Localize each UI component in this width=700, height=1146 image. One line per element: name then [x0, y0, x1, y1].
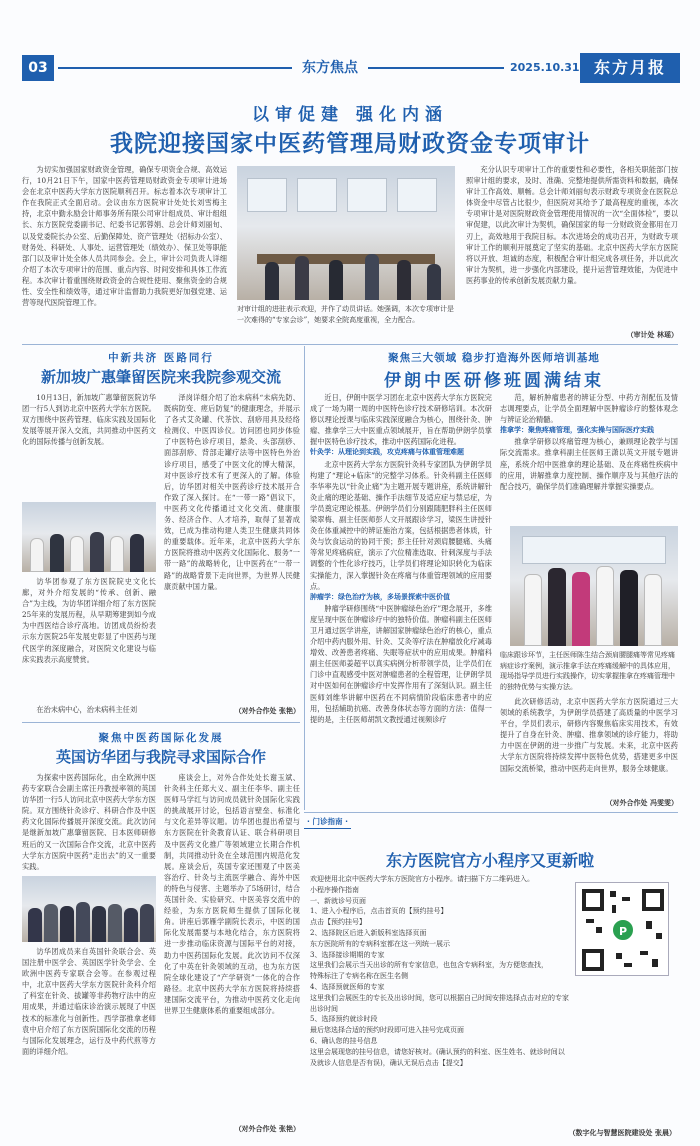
iran-photo-caption-text: 临床跟诊环节，主任医师陈生结合颈肩腰腿痛等常见疼痛病症诊疗案例，演示推拿手法在疼痛缓解中的具体应用，现场指导学员进行实践操作，切实掌握推拿在疼痛管理中的独特优势与实操方法。: [500, 651, 675, 691]
iran-subhead-tuina: 推拿学：聚焦疼痛管理，强化实操与国际医疗实践: [500, 426, 654, 435]
guide-line: 欢迎使用北京中医药大学东方医院官方小程序。请扫描下方二维码进入。: [310, 875, 534, 883]
iran-col1c-text: 肿瘤学研修围绕“中医肿瘤绿色治疗”理念展开，多维度呈现中医在肿瘤诊疗中的独特价值。肿瘤科副主任医师卫月通过医学讲座，讲解国家肿瘤绿色治疗的核心，重点介绍中药内服外用、针灸、艾灸等疗法在肿瘤放化疗减毒增效、改善患者疼痛、失眠等症状中的应用成果。肿瘤科副主任医师姜超平以真实病例分析带领学员，让学员们在门诊中直观感受中医对肿瘤患者的全程管理，让伊朗学员对中医如何在肿瘤诊疗中发挥作用有了深刻认识。副主任医师刘维华讲解中医药在不同病情阶段临床患者中的应用，包括辅助抗癌、改善身体状态等方面的方法：值得一提的是，主任医师胡凯文教授通过视频诊疗: [310, 603, 492, 724]
guide-line: 东方医院所有的专病科室都在这一列统一展示: [310, 939, 450, 948]
lead-credit: （审计处 林瑶）: [626, 331, 678, 339]
photo-person: [76, 902, 90, 942]
uk-photo: [22, 876, 156, 942]
guide-line: 这里会展现您的挂号信息，请您好核对。(确认预约的科室、医生姓名、就诊时间以及就诊人信息是否有误)，确认无误后点击【提交】: [310, 1047, 565, 1067]
photo-window: [297, 178, 337, 212]
photo-wall: [522, 536, 666, 564]
iran-col2-text: 范，解析肿瘤患者的辨证分型、中药方剂配伍及情志调理要点，让学员全面理解中医肿瘤诊疗的整体观念与辨证论治精髓。: [500, 393, 678, 425]
sg-column-1c: [22, 704, 156, 718]
photo-person: [70, 536, 84, 572]
mini-program-credit: （数字化与智慧医院建设处 张晨）: [568, 1129, 676, 1137]
lead-col1-text: 为切实加强国家财政资金管理，确保专项资金合规、高效运行，10月21日下午，国家中医药管理局财政资金专项审计进场会在北京中医药大学东方医院顺利召开。标志着本次专项审计工作在我院正式全面启动。会议由东方医院审计处处长刘雪梅主持，北京中勤永励会计师事务所有限公司审计组成员、审计组组长、东方医院党委副书记、纪委书记郭蓉娟、总会计师刘丽旬、以及党委院长办公室、后勤保障处、资产管理处（招标办公室）、财务处、科研处、人事处、运营管理处（绩效办）、保卫处等职能部门以及审计处全体人员共同参会。会上，审计公司负责人详细介绍了本次专项审计的范围、重点内容、时间安排和具体工作流程。本次审计着重围绕财政资金的合规性使用、聚焦资金的合规性、安全性和绩效等，通过审计监督助力我院更好加强党建、运营等现代医院管理工作。: [22, 165, 227, 308]
photo-person: [572, 572, 590, 646]
mini-program-title: 东方医院官方小程序又更新啦: [385, 851, 594, 870]
sg-column-1b: [22, 576, 156, 700]
photo-person: [524, 574, 542, 646]
uk-credit: （对外合作处 张艳）: [234, 1125, 300, 1133]
photo-window: [347, 178, 387, 212]
iran-col1-text: 近日，伊朗中医学习团在北京中医药大学东方医院完成了一场为期一周的中医特色诊疗技术研修培训。本次研修以理论授课与临床实践深度融合为核心，围绕针灸、肿瘤、推拿学三大中医重点领域展开，旨在帮助伊朗学员掌握中医特色诊疗技术，推动中医药国际化进程。: [310, 393, 492, 447]
section-divider: [22, 722, 300, 723]
section-divider: [22, 344, 678, 345]
qr-module: [586, 919, 594, 923]
iran-col2b-text: 推拿学研修以疼痛管理为核心，兼顾理论教学与国际交流需求。推拿科副主任医师王潇以英文开展专题讲座，系统介绍中医推拿的理论基础、及在疼痛性疾病中的应用，讲解推拿力度控制、操作顺序及与其他疗法的配合技巧，确保学员们准确理解并掌握实操要点。: [500, 437, 678, 491]
page-number: 03: [22, 55, 54, 81]
masthead: [22, 55, 680, 81]
qr-module: [624, 963, 632, 967]
qr-module: [616, 953, 622, 959]
guide-line: 6、确认您的挂号信息: [310, 1036, 378, 1045]
qr-finder: [582, 889, 604, 911]
photo-window: [247, 178, 287, 212]
section-name: 东方焦点: [292, 57, 368, 79]
sg-kicker: 中新共济 医路同行: [108, 352, 214, 364]
paper-name: 东方月报: [580, 53, 680, 83]
iran-column-1: [310, 392, 492, 806]
qr-module: [610, 891, 616, 897]
lead-headline: 我院迎接国家中医药管理局财政资金专项审计: [110, 130, 590, 157]
iran-col1b-text: 北京中医药大学东方医院针灸科专家团队为伊朗学员构建了“理论+临床”的完整学习体系。针灸科副主任医师李华率先以“针灸止痛”为主题开展专题讲座，系统讲解针灸止痛的理论基础、操作手法细节及适应症与禁忌症，为学员奠定理论根基。伊朗学员们分别跟随肥胖科主任医师梁翠梅、副主任医师彭人文开展跟诊学习，梁医生讲授针灸在体重减控中的辨证施治方案，包括根据患者体质，针灸与饮食运动的协同干预；彭主任针对颈肩腰腿痛、头痛等常见疼痛病症，演示了穴位精准选取、针刺深度与手法调整的个性化诊疗技巧，让学员们将理论知识转化为临床实操能力，深入掌握针灸在疼痛与体重管理领域的应用要点。: [310, 459, 492, 591]
guide-line: 一、新就诊号页面: [310, 896, 366, 905]
guide-line: 最后您选择合适的预约时段即可进入挂号完成页面: [310, 1026, 464, 1035]
photo-person: [108, 904, 122, 942]
lead-col3-text: 充分认识专项审计工作的重要性和必要性，各相关职能部门按照审计组的要求，及时、准确、完整地提供所需资料和数据，确保审计工作高效、顺畅。总会计师刘丽旬表示财政专项资金在医院总体资金中尽管占比很少，但医院对其给予了最高程度的重视，本次专项审计是对医院财政资金管理使用情况的一次“全面体检”，要以审促建，以此次审计为契机，确保国家的每一分财政资金都用在刀刃上，高效地用于我院目标。本次进场会的成功召开，为财政专项审计工作的顺利开展奠定了坚实的基础。北京中医药大学东方医院将以开放、坦诚的态度，积极配合审计组完成各项任务，并以此次审计为契机，进一步强化内部建设，提升运营管理效能，为促进中医药事业的传承创新发展贡献力量。: [466, 165, 678, 285]
lead-kicker: 以审促建 强化内涵: [252, 105, 448, 125]
iran-column-2c: [500, 696, 678, 796]
iran-subhead-oncology: 肿瘤学：绿色治疗为核，多场景探索中医价值: [310, 592, 450, 601]
uk-kicker: 聚焦中医药国际化发展: [98, 732, 224, 744]
lead-photo-caption: [237, 304, 455, 342]
column-divider: [304, 346, 305, 810]
sg-column-1a: [22, 392, 156, 498]
qr-module: [656, 933, 662, 939]
photo-person: [28, 908, 42, 942]
photo-person: [365, 254, 379, 300]
photo-person: [90, 532, 104, 572]
sg-col1a-text: 10月13日，新加坡广惠肇留医院访华团一行5人到访北京中医药大学东方医院。双方围绕中医药管理、临床实践及国际化发展等展开深入交流，共同推动中医药文化的国际传播与创新发展。: [22, 393, 156, 447]
lead-column-1: [22, 164, 227, 342]
photo-person: [596, 566, 614, 646]
photo-person: [30, 538, 44, 572]
photo-person: [548, 568, 566, 646]
guide-line: 1、进入小程序后，点击首页的【预约挂号】: [310, 907, 448, 916]
photo-person: [60, 906, 74, 942]
clinic-guide-tag: · 门诊指南 ·: [304, 815, 351, 829]
lead-photo-caption-text: 对审计组的进驻表示欢迎，并作了动员讲话。她强调，本次专项审计是一次难得的“专家会诊”，她要求全院高度重视，全力配合。: [237, 305, 454, 324]
qr-module: [622, 897, 630, 901]
sg-title: 新加坡广惠肇留医院来我院参观交流: [40, 368, 281, 386]
qr-module: [612, 905, 616, 913]
sg-col1c-text: 在治未病中心，治未病科主任刘: [36, 705, 138, 714]
uk-col1b-text: 访华团成员来自英国针灸联合会、英国注册中医学会、英国医学针灸学会、全欧洲中医药专家联合会等。在参观过程中，北京中医药大学东方医院针灸科介绍了科室在针灸、拔罐等非药物疗法中的应用成果，并通过临床诊治演示展现了中医技术的标准化与创新性。西学部推拿老师袁中启介绍了东方医院国际化交流的历程与国际化发展理念，运行及中药代煎等方面的详细介绍。: [22, 947, 156, 1056]
sg-column-2: [164, 392, 300, 672]
section-divider: [304, 812, 678, 813]
photo-person: [140, 904, 154, 942]
mini-program-guide: [310, 874, 570, 1124]
photo-person: [397, 260, 411, 300]
qr-module: [640, 951, 648, 955]
guide-line: 3、选择接诊期期的专家: [310, 950, 385, 959]
uk-col1a-text: 为探索中医药国际化，由全欧洲中医药专家联合会副主席汪丹教授率领的英国访华团一行5人访问北京中医药大学东方医院。双方围绕针灸诊疗、科研合作及中医药文化国际传播展开深度交流。此次访问是继新加坡广惠肇留医院、日本医师研修班后的又一次国际合作交流，北京中医药大学东方医院中医药“走出去”的又一重要实践。: [22, 773, 156, 871]
lead-photo: [237, 166, 455, 300]
uk-col2-text: 座谈会上，对外合作处处长谢玉斌、针灸科主任郑大义、副主任李华、副主任医师马学红与访问成员就针灸国际化实践的挑战展开讨论，包括语言壁垒、标准化与文化差异等议题。访华团也提出希望与东方医院在针灸教育认证、联合科研项目及中医药文化推广等领域建立长期合作机制，共同推动针灸在全球范围内规范化发展。座谈会后，英国专家还围观了中医美容治疗、针灸与主流医学融合、海外中医的特色与侵害、主题举办了5场研讨，结合英国针灸、实验研究、中医美容交流中的经验，为东方医院师生提供了国际化视角。讲座后郭雁学副院长表示，中医的国际化发展需要与本地化结合，东方医院将进一步推动临床资源与国际平台的对接，助力中医药国际化发展。此次访问不仅深化了中英在针灸领域的互动，也为东方医院全球化建设了“产学研资”一体化的合作路径。北京中医药大学东方医院将持续搭建国际交流平台，为推动中医药文化走向世界卫生健康体系的重要组成部分。: [164, 773, 300, 1015]
mini-program-qr-code[interactable]: [575, 882, 669, 976]
photo-person: [124, 908, 138, 942]
photo-person: [50, 534, 64, 572]
sg-credit: （对外合作处 张艳）: [234, 707, 300, 715]
guide-line: 点击【预约挂号】: [310, 918, 366, 927]
photo-person: [130, 534, 144, 572]
guide-line: 小程序操作指南: [310, 885, 359, 894]
sg-col1b-text: 访华团参观了东方医院院史文化长廊，对外介绍发展的“传承、创新、融合”为主线，为访华团详细介绍了东方医院25年来的发展历程，从早期筹建到如今成为中西医结合诊疗高地。访团成员纷纷表示东方医院25年发展史彰显了中医药与现代医学的深度融合，对医院文化建设与临床实践表示高度赞赏。: [22, 577, 156, 664]
iran-photo-caption: [500, 650, 678, 694]
qr-finder: [582, 949, 604, 971]
guide-line: 4、选择预就医师的专家: [310, 982, 385, 991]
sg-photo: [22, 502, 156, 572]
iran-credit: （对外合作处 冯雯雯）: [605, 799, 678, 807]
iran-kicker: 聚焦三大领域 稳步打造海外医师培训基地: [388, 352, 600, 364]
uk-column-2: [164, 772, 300, 1124]
lead-column-3: [466, 164, 678, 332]
photo-person: [644, 574, 662, 646]
iran-photo: [510, 526, 678, 646]
photo-window: [397, 178, 437, 212]
mini-program-logo-icon: P: [611, 918, 635, 942]
photo-person: [427, 264, 441, 300]
guide-line: 5、选择预约就诊时段: [310, 1015, 378, 1024]
qr-module: [652, 959, 658, 967]
photo-person: [92, 906, 106, 942]
issue-date: 2025.10.31: [504, 57, 586, 79]
photo-person: [110, 536, 124, 572]
iran-subhead-acupuncture: 针灸学：从理论到实践，攻克疼痛与体重管理难题: [310, 448, 464, 457]
iran-col2c-text: 此次研修活动，北京中医药大学东方医院通过三大领域的系统教学，为伊朗学员搭建了高质量的中医学习平台，学员们表示，研修内容聚焦临床实用技术，有效提升了自身在针灸、肿瘤、推拿领域的诊疗能力，将助力中医在伊朗的进一步推广与发展。未来，北京中医药大学东方医院将持续发挥中医特色优势，搭建更多中医国际交流桥梁，推动中医药走向世界，服务全球健康。: [500, 697, 678, 773]
qr-module: [596, 927, 602, 933]
guide-line: 2、选择院区后进入新版科室选择页面: [310, 928, 427, 937]
photo-person: [295, 256, 309, 300]
iran-title: 伊朗中医研修班圆满结束: [384, 371, 604, 391]
qr-finder: [642, 889, 664, 911]
guide-line: 这里我们会展示当天出诊的所有专家信息，也包含专病科室，为方便您查找，: [310, 961, 548, 970]
sg-col2-text: 泽岗详细介绍了治未病科“未病先防、既病防变、瘥后防复”的健康理念，并展示了各式艾灸罐、代茶饮、刮痧用具及经络检测仪、中医四诊仪。访问团也同步体验了中医特色诊疗项目，悬灸、头部刮痧、面部刮痧、背部走罐疗法等中医特色外治诊疗项目，感受了中医文化的博大精深，对中医诊疗技术有了更深入的了解。体验后，访华团对相关中医药诊疗技术展开合作致了深入探讨。在“一带一路”倡议下，中医药文化传播通过文化交流、健康服务、经济合作、人才培养，取得了显著成效，已成为推动构建人类卫生健康共同体的重要载体。近年来，北京中医药大学东方医院将推动中医药文化国际化、服务“一带一路”的战略转化，让中医药在“一带一路”的战略背景下走向世界，为世界人民健康贡献中国力量。: [164, 393, 300, 591]
guide-line: 特殊标注了专病名称在医生名侧: [310, 972, 408, 981]
qr-module: [646, 921, 652, 929]
photo-person: [265, 262, 279, 300]
photo-person: [44, 904, 58, 942]
photo-person: [329, 260, 343, 300]
uk-column-1b: [22, 946, 156, 1132]
uk-title: 英国访华团与我院寻求国际合作: [55, 748, 266, 766]
guide-line: 这里我们会展医生的专长及出诊时间，您可以根据自己时间安排选择点击对应的专家出诊时间: [310, 993, 569, 1013]
photo-person: [620, 570, 638, 646]
uk-column-1a: [22, 772, 156, 872]
